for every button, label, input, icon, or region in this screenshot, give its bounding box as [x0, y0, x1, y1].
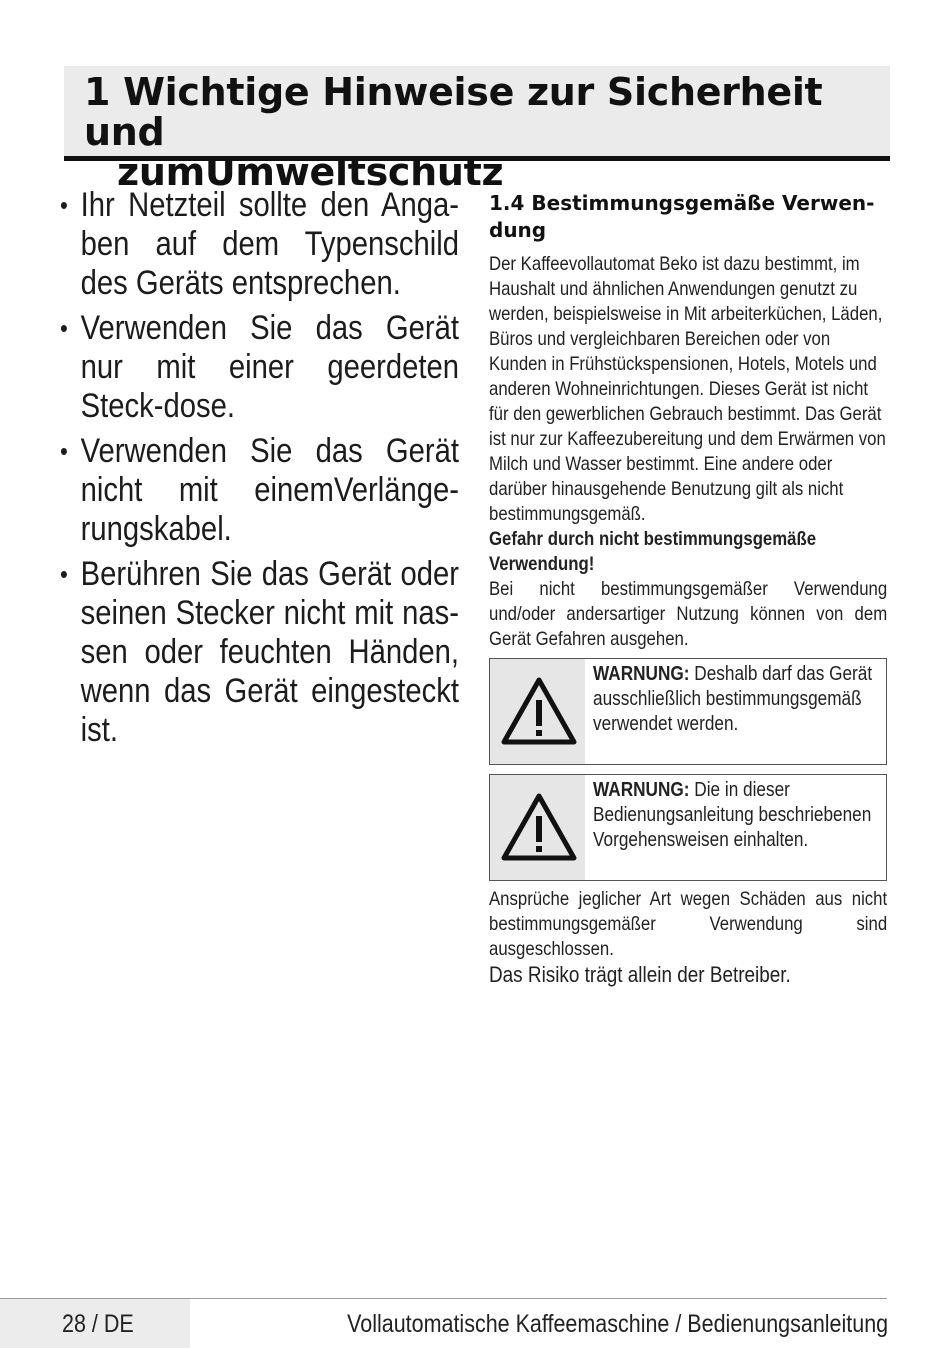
- danger-heading: Gefahr durch nicht bestimmungsgemäße Verwendung!: [489, 528, 817, 575]
- warning-text-1: [593, 662, 885, 737]
- bullet-item: • Verwenden Sie das Gerät nur mit einer geerdeten Steck-dose.: [60, 309, 459, 426]
- chapter-title-line2: zumUmweltschutz: [117, 150, 504, 194]
- chapter-title-line1: 1 Wichtige Hinweise zur Sicherheit und: [84, 70, 823, 154]
- bullet-item: • Berühren Sie das Gerät oder seinen Stecker nicht mit nas-sen oder feuchten Händen, wenn das Gerät eingesteckt ist.: [60, 555, 459, 750]
- page-number: 28 / DE: [62, 1310, 134, 1338]
- warning-label: WARNUNG:: [593, 779, 690, 801]
- footer-title: Vollautomatische Kaffeemaschine / Bedienungsanleitung: [346, 1310, 888, 1338]
- danger-paragraph: Bei nicht bestimmungsgemäßer Verwendung und/oder andersartiger Nutzung können von dem Gerät Gefahren ausgehen.: [489, 578, 888, 650]
- warning-text-2: [593, 778, 885, 853]
- warning-body: Die in dieser Bedienungsanleitung beschriebenen Vorgehensweisen einhalten.: [593, 779, 872, 851]
- section-title: 1.4 Bestimmungsgemäße Verwen-dung: [489, 191, 875, 242]
- right-column: [489, 190, 887, 988]
- warning-icon-cell: [490, 659, 585, 764]
- risk-paragraph: Das Risiko trägt allein der Betreiber.: [489, 962, 791, 987]
- warning-box-2: [489, 774, 887, 881]
- warning-body: Deshalb darf das Gerät ausschließlich bestimmungsgemäß verwendet werden.: [593, 663, 873, 735]
- warning-triangle-icon: [501, 792, 577, 862]
- safety-bullet-list: [60, 186, 464, 750]
- bullet-item: • Verwenden Sie das Gerät nicht mit einemVerlänge-rungskabel.: [60, 432, 459, 549]
- warning-triangle-icon: [501, 676, 577, 746]
- warning-icon-cell: [490, 775, 585, 880]
- warning-box-1: [489, 658, 887, 765]
- bullet-item: • Ihr Netzteil sollte den Anga-ben auf dem Typenschild des Geräts entsprechen.: [60, 186, 459, 303]
- left-column: [60, 186, 464, 756]
- claims-paragraph: Ansprüche jeglicher Art wegen Schäden aus nicht bestimmungsgemäßer Verwendung sind ausgeschlossen.: [489, 888, 888, 960]
- chapter-header: [64, 66, 890, 194]
- chapter-title: [84, 72, 890, 192]
- intro-paragraph: Der Kaffeevollautomat Beko ist dazu bestimmt, im Haushalt und ähnlichen Anwendungen genutzt zu werden, beispielsweise in Mit arbeiterküchen, Läden, Büros und vergleichbaren Bereichen oder von Kunden in Frühstückspensionen, Hotels, Motels und anderen Wohneinrichtungen. Dieses Gerät ist nicht für den gewerblichen Gebrauch bestimmt. Das Gerät ist nur zur Kaffeezubereitung und dem Erwärmen von Milch und Wasser bestimmt. Eine andere oder darüber hinausgehende Benutzung gilt als nicht bestimmungsgemäß.: [489, 253, 886, 525]
- warning-label: WARNUNG:: [593, 663, 690, 685]
